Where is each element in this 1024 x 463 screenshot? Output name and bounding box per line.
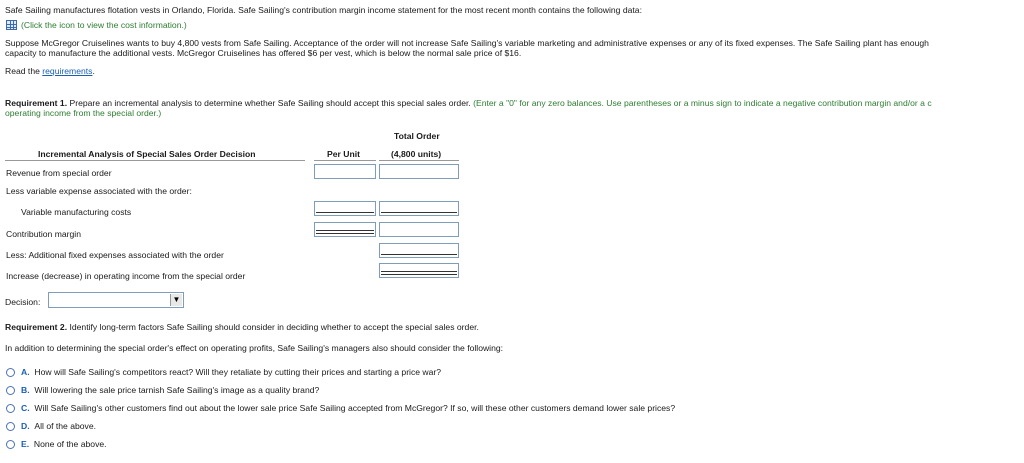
read-prefix: Read the [5, 66, 43, 76]
row-variable-mfg-label: Variable manufacturing costs [21, 207, 132, 217]
option-d-text: All of the above. [34, 421, 97, 431]
col-per-unit: Per Unit [327, 149, 360, 159]
row-contribution-label: Contribution margin [6, 229, 81, 239]
req2-line [5, 322, 479, 332]
requirements-link[interactable]: requirements [42, 66, 93, 76]
decision-select[interactable] [48, 292, 184, 308]
row-less-variable-label: Less variable expense associated with the order: [6, 186, 192, 196]
option-a-radio[interactable] [6, 368, 15, 377]
decision-label: Decision: [5, 297, 41, 307]
option-b-text: Will lowering the sale price tarnish Safe Sailing's image as a quality brand? [34, 385, 320, 395]
option-c[interactable] [21, 403, 675, 413]
row-fixed-label: Less: Additional fixed expenses associated with the order [6, 250, 224, 260]
header-underline-label [5, 160, 305, 161]
variable-mfg-total-input[interactable] [379, 201, 459, 216]
option-d-letter: D. [21, 421, 30, 431]
option-c-letter: C. [21, 403, 30, 413]
req1-line [5, 98, 932, 108]
option-a-letter: A. [21, 367, 30, 377]
req1-hint2: operating income from the special order.) [5, 108, 162, 118]
option-a[interactable] [21, 367, 441, 377]
req1-label: Requirement 1. [5, 98, 68, 108]
table-icon[interactable] [6, 20, 17, 30]
row-increase-label: Increase (decrease) in operating income from the special order [6, 271, 246, 281]
option-c-radio[interactable] [6, 404, 15, 413]
req1-text: Prepare an incremental analysis to determine whether Safe Sailing should accept this special sales order. [67, 98, 471, 108]
variable-mfg-per-unit-input[interactable] [314, 201, 376, 216]
req1-hint1: (Enter a "0" for any zero balances. Use parentheses or a minus sign to indicate a negative contribution margin and/or a c [470, 98, 932, 108]
option-c-text: Will Safe Sailing's other customers find out about the lower sale price Safe Sailing accepted from McGregor? If so, will these other customers demand lower sale prices? [34, 403, 676, 413]
intro-line1: Safe Sailing manufactures flotation vests in Orlando, Florida. Safe Sailing's contribution margin income statement for the most recent month contains the following data: [5, 5, 642, 15]
read-requirements [5, 66, 95, 76]
col-total-line1: Total Order [394, 131, 440, 141]
intro-line4: capacity to manufacture the additional vests. McGregor Cruiselines has offered $6 per vest, which is below the normal sale price of $16. [5, 48, 522, 58]
chevron-down-icon[interactable]: ▼ [170, 294, 182, 306]
req2-label: Requirement 2. [5, 322, 68, 332]
option-b-letter: B. [21, 385, 30, 395]
table-title: Incremental Analysis of Special Sales Order Decision [38, 149, 256, 159]
option-d-radio[interactable] [6, 422, 15, 431]
header-underline-total [379, 160, 459, 161]
cost-info-link[interactable]: (Click the icon to view the cost information.) [21, 20, 187, 30]
req2-subtext: In addition to determining the special order's effect on operating profits, Safe Sailing's managers also should consider the following: [5, 343, 504, 353]
intro-line3: Suppose McGregor Cruiselines wants to buy 4,800 vests from Safe Sailing. Acceptance of the order will not increase Safe Sailing's variable marketing and administrative expenses or any of its fixed expenses. The Safe Sailing plant has enough [5, 38, 929, 48]
col-total-line2: (4,800 units) [391, 149, 442, 159]
contribution-per-unit-input[interactable] [314, 222, 376, 237]
row-revenue-label: Revenue from special order [6, 168, 112, 178]
revenue-per-unit-input[interactable] [314, 164, 376, 179]
option-d[interactable] [21, 421, 96, 431]
revenue-total-input[interactable] [379, 164, 459, 179]
read-suffix: . [92, 66, 95, 76]
contribution-total-input[interactable] [379, 222, 459, 237]
option-e[interactable] [21, 439, 107, 449]
header-underline-per-unit [314, 160, 376, 161]
fixed-total-input[interactable] [379, 243, 459, 258]
option-b[interactable] [21, 385, 319, 395]
option-e-letter: E. [21, 439, 30, 449]
increase-total-input[interactable] [379, 263, 459, 278]
option-e-radio[interactable] [6, 440, 15, 449]
option-a-text: How will Safe Sailing's competitors react? Will they retaliate by cutting their prices and starting a price war? [34, 367, 442, 377]
option-b-radio[interactable] [6, 386, 15, 395]
option-e-text: None of the above. [33, 439, 107, 449]
req2-text: Identify long-term factors Safe Sailing should consider in deciding whether to accept the special sales order. [67, 322, 479, 332]
